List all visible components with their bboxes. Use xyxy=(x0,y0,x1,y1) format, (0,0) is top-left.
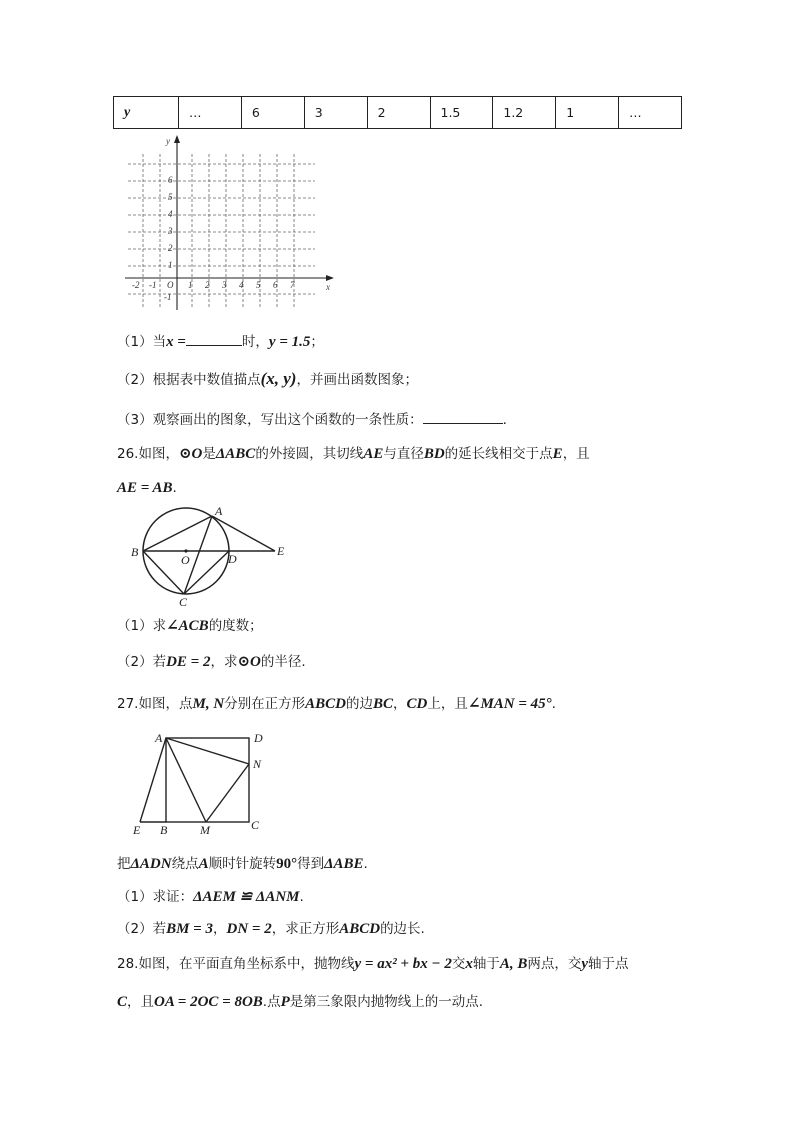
table-cell: … xyxy=(179,97,242,129)
q27-stem: 27.如图，点M, N分别在正方形ABCD的边BC，CD上，且∠MAN = 45°. xyxy=(117,696,556,712)
y-tick-label: -1 xyxy=(164,292,172,302)
x-tick-label: -1 xyxy=(149,280,157,290)
q26-part2: （2）若DE = 2，求⊙O的半径. xyxy=(117,654,306,670)
table-cell: 1.2 xyxy=(493,97,556,129)
x-tick-label: 3 xyxy=(222,280,227,290)
y-tick-label: 3 xyxy=(168,226,173,236)
q26-condition: AE = AB. xyxy=(117,480,177,496)
x-tick-label: 2 xyxy=(205,280,210,290)
answer-blank[interactable] xyxy=(423,409,503,424)
point-label-a: A xyxy=(215,504,223,518)
point-label-c: C xyxy=(251,818,260,832)
point-label-b: B xyxy=(131,545,139,559)
q26-part1: （1）求∠ACB的度数； xyxy=(117,618,263,634)
x-tick-label: 1 xyxy=(188,280,193,290)
y-axis-label: y xyxy=(166,136,170,146)
x-tick-label: 7 xyxy=(290,280,295,290)
table-cell: 6 xyxy=(241,97,304,129)
table-cell: 1 xyxy=(556,97,619,129)
point-label-o: O xyxy=(181,553,190,567)
table-cell: … xyxy=(619,97,682,129)
q25-part1: （1）当x = 时，y = 1.5； xyxy=(117,330,324,351)
point-label-a: A xyxy=(155,731,163,745)
table-cell: 1.5 xyxy=(430,97,493,129)
y-tick-label: 5 xyxy=(168,192,173,202)
table-row-label: y xyxy=(114,97,179,129)
q26-stem: 26.如图，⊙O是ΔABC的外接圆，其切线AE与直径BD的延长线相交于点E，且 xyxy=(117,446,590,462)
point-label-m: M xyxy=(200,823,210,836)
value-table xyxy=(113,96,682,129)
q27-part1: （1）求证：ΔAEM ≌ ΔANM. xyxy=(117,889,304,905)
answer-blank[interactable] xyxy=(186,331,242,346)
q27-part2: （2）若BM = 3，DN = 2，求正方形ABCD的边长. xyxy=(117,921,425,937)
square-figure xyxy=(128,728,278,836)
table-row xyxy=(114,97,682,129)
point-label-c: C xyxy=(179,595,188,609)
x-axis-label: x xyxy=(326,282,330,292)
table-cell: 2 xyxy=(367,97,430,129)
point-label-d: D xyxy=(254,731,263,745)
y-tick-label: 6 xyxy=(168,175,173,185)
y-tick-label: 1 xyxy=(168,260,173,270)
q25-part2: （2）根据表中数值描点(x, y)，并画出函数图象； xyxy=(117,369,418,388)
point-label-n: N xyxy=(253,757,262,771)
q25-part3: （3）观察画出的图象，写出这个函数的一条性质： . xyxy=(117,408,507,428)
point-label-e: E xyxy=(133,823,141,836)
x-tick-label: -2 xyxy=(132,280,140,290)
x-tick-label: O xyxy=(167,280,174,290)
point-label-e: E xyxy=(277,544,285,558)
q28-stem-cont: C，且OA = 2OC = 8OB.点P是第三象限内抛物线上的一动点. xyxy=(117,994,484,1010)
point-label-d: D xyxy=(228,552,237,566)
point-label-b: B xyxy=(160,823,168,836)
y-tick-label: 2 xyxy=(168,243,173,253)
q27-rotation: 把ΔADN绕点A顺时针旋转90°得到ΔABE. xyxy=(117,856,368,872)
coordinate-grid-figure xyxy=(120,132,340,312)
table-cell: 3 xyxy=(304,97,367,129)
x-tick-label: 5 xyxy=(256,280,261,290)
x-tick-label: 6 xyxy=(273,280,278,290)
x-tick-label: 4 xyxy=(239,280,244,290)
q28-stem: 28.如图，在平面直角坐标系中，抛物线y = ax² + bx − 2交x轴于A, B两点，交y轴于点 xyxy=(117,956,629,972)
y-tick-label: 4 xyxy=(168,209,173,219)
circle-figure xyxy=(128,503,298,609)
